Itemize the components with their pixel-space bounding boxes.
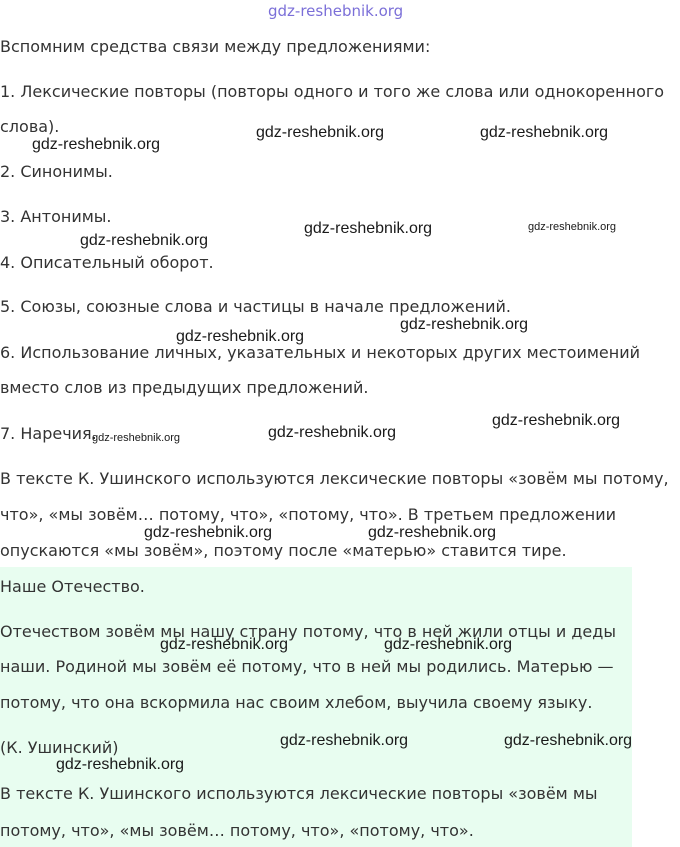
watermark: gdz-reshebnik.org [492, 412, 621, 429]
list-item-2: 2. Синонимы. [0, 162, 113, 181]
watermark: gdz-reshebnik.org [480, 124, 609, 141]
watermark: gdz-reshebnik.org [400, 316, 529, 333]
intro-line: Вспомним средства связи между предложениями: [0, 37, 431, 56]
watermark: gdz-reshebnik.org [80, 232, 209, 249]
list-item-7: 7. Наречия. [0, 424, 97, 443]
watermark: gdz-reshebnik.org [528, 221, 617, 233]
list-item-3: 3. Антонимы. [0, 207, 112, 226]
watermark: gdz-reshebnik.org [56, 756, 185, 773]
watermark: gdz-reshebnik.org [32, 136, 161, 153]
analysis-line-1: В тексте К. Ушинского используются лексические повторы «зовём мы потому, [0, 469, 669, 488]
list-item-6: 6. Использование личных, указательных и некоторых других местоимений [0, 343, 641, 362]
watermark: gdz-reshebnik.org [304, 220, 433, 237]
watermark: gdz-reshebnik.org [268, 424, 397, 441]
list-item-1: 1. Лексические повторы (повторы одного и того же слова или однокоренного [0, 82, 665, 101]
watermark: gdz-reshebnik.org [144, 524, 273, 541]
text-analysis-2: потому, что», «мы зовём… потому, что», «потому, что». [0, 821, 474, 840]
watermark: gdz-reshebnik.org [504, 732, 633, 749]
watermark: gdz-reshebnik.org [280, 732, 409, 749]
text-line-2: наши. Родиной мы зовём её потому, что в ней мы родились. Матерью — [0, 657, 614, 676]
text-line-3: потому, что она вскормила нас своим хлебом, выучила своему языку. [0, 693, 593, 712]
list-item-6-cont: вместо слов из предыдущих предложений. [0, 378, 369, 397]
text-line-1: Отечеством зовём мы нашу страну потому, что в ней жили отцы и деды [0, 622, 616, 641]
analysis-line-2: что», «мы зовём… потому, что», «потому, что». В третьем предложении [0, 505, 616, 524]
watermark: gdz-reshebnik.org [92, 432, 181, 444]
watermark: gdz-reshebnik.org [368, 524, 497, 541]
watermark: gdz-reshebnik.org [384, 636, 513, 653]
watermark: gdz-reshebnik.org [256, 124, 385, 141]
list-item-1-cont: слова). [0, 117, 60, 136]
text-analysis-1: В тексте К. Ушинского используются лексические повторы «зовём мы [0, 784, 598, 803]
text-title: Наше Отечество. [0, 577, 145, 596]
list-item-4: 4. Описательный оборот. [0, 253, 214, 272]
site-header-link[interactable]: gdz-reshebnik.org [268, 2, 404, 20]
text-author: (К. Ушинский) [0, 738, 119, 757]
analysis-line-3: опускаются «мы зовём», поэтому после «матерью» ставится тире. [0, 541, 567, 560]
watermark: gdz-reshebnik.org [176, 328, 305, 345]
watermark: gdz-reshebnik.org [160, 636, 289, 653]
list-item-5: 5. Союзы, союзные слова и частицы в начале предложений. [0, 297, 512, 316]
